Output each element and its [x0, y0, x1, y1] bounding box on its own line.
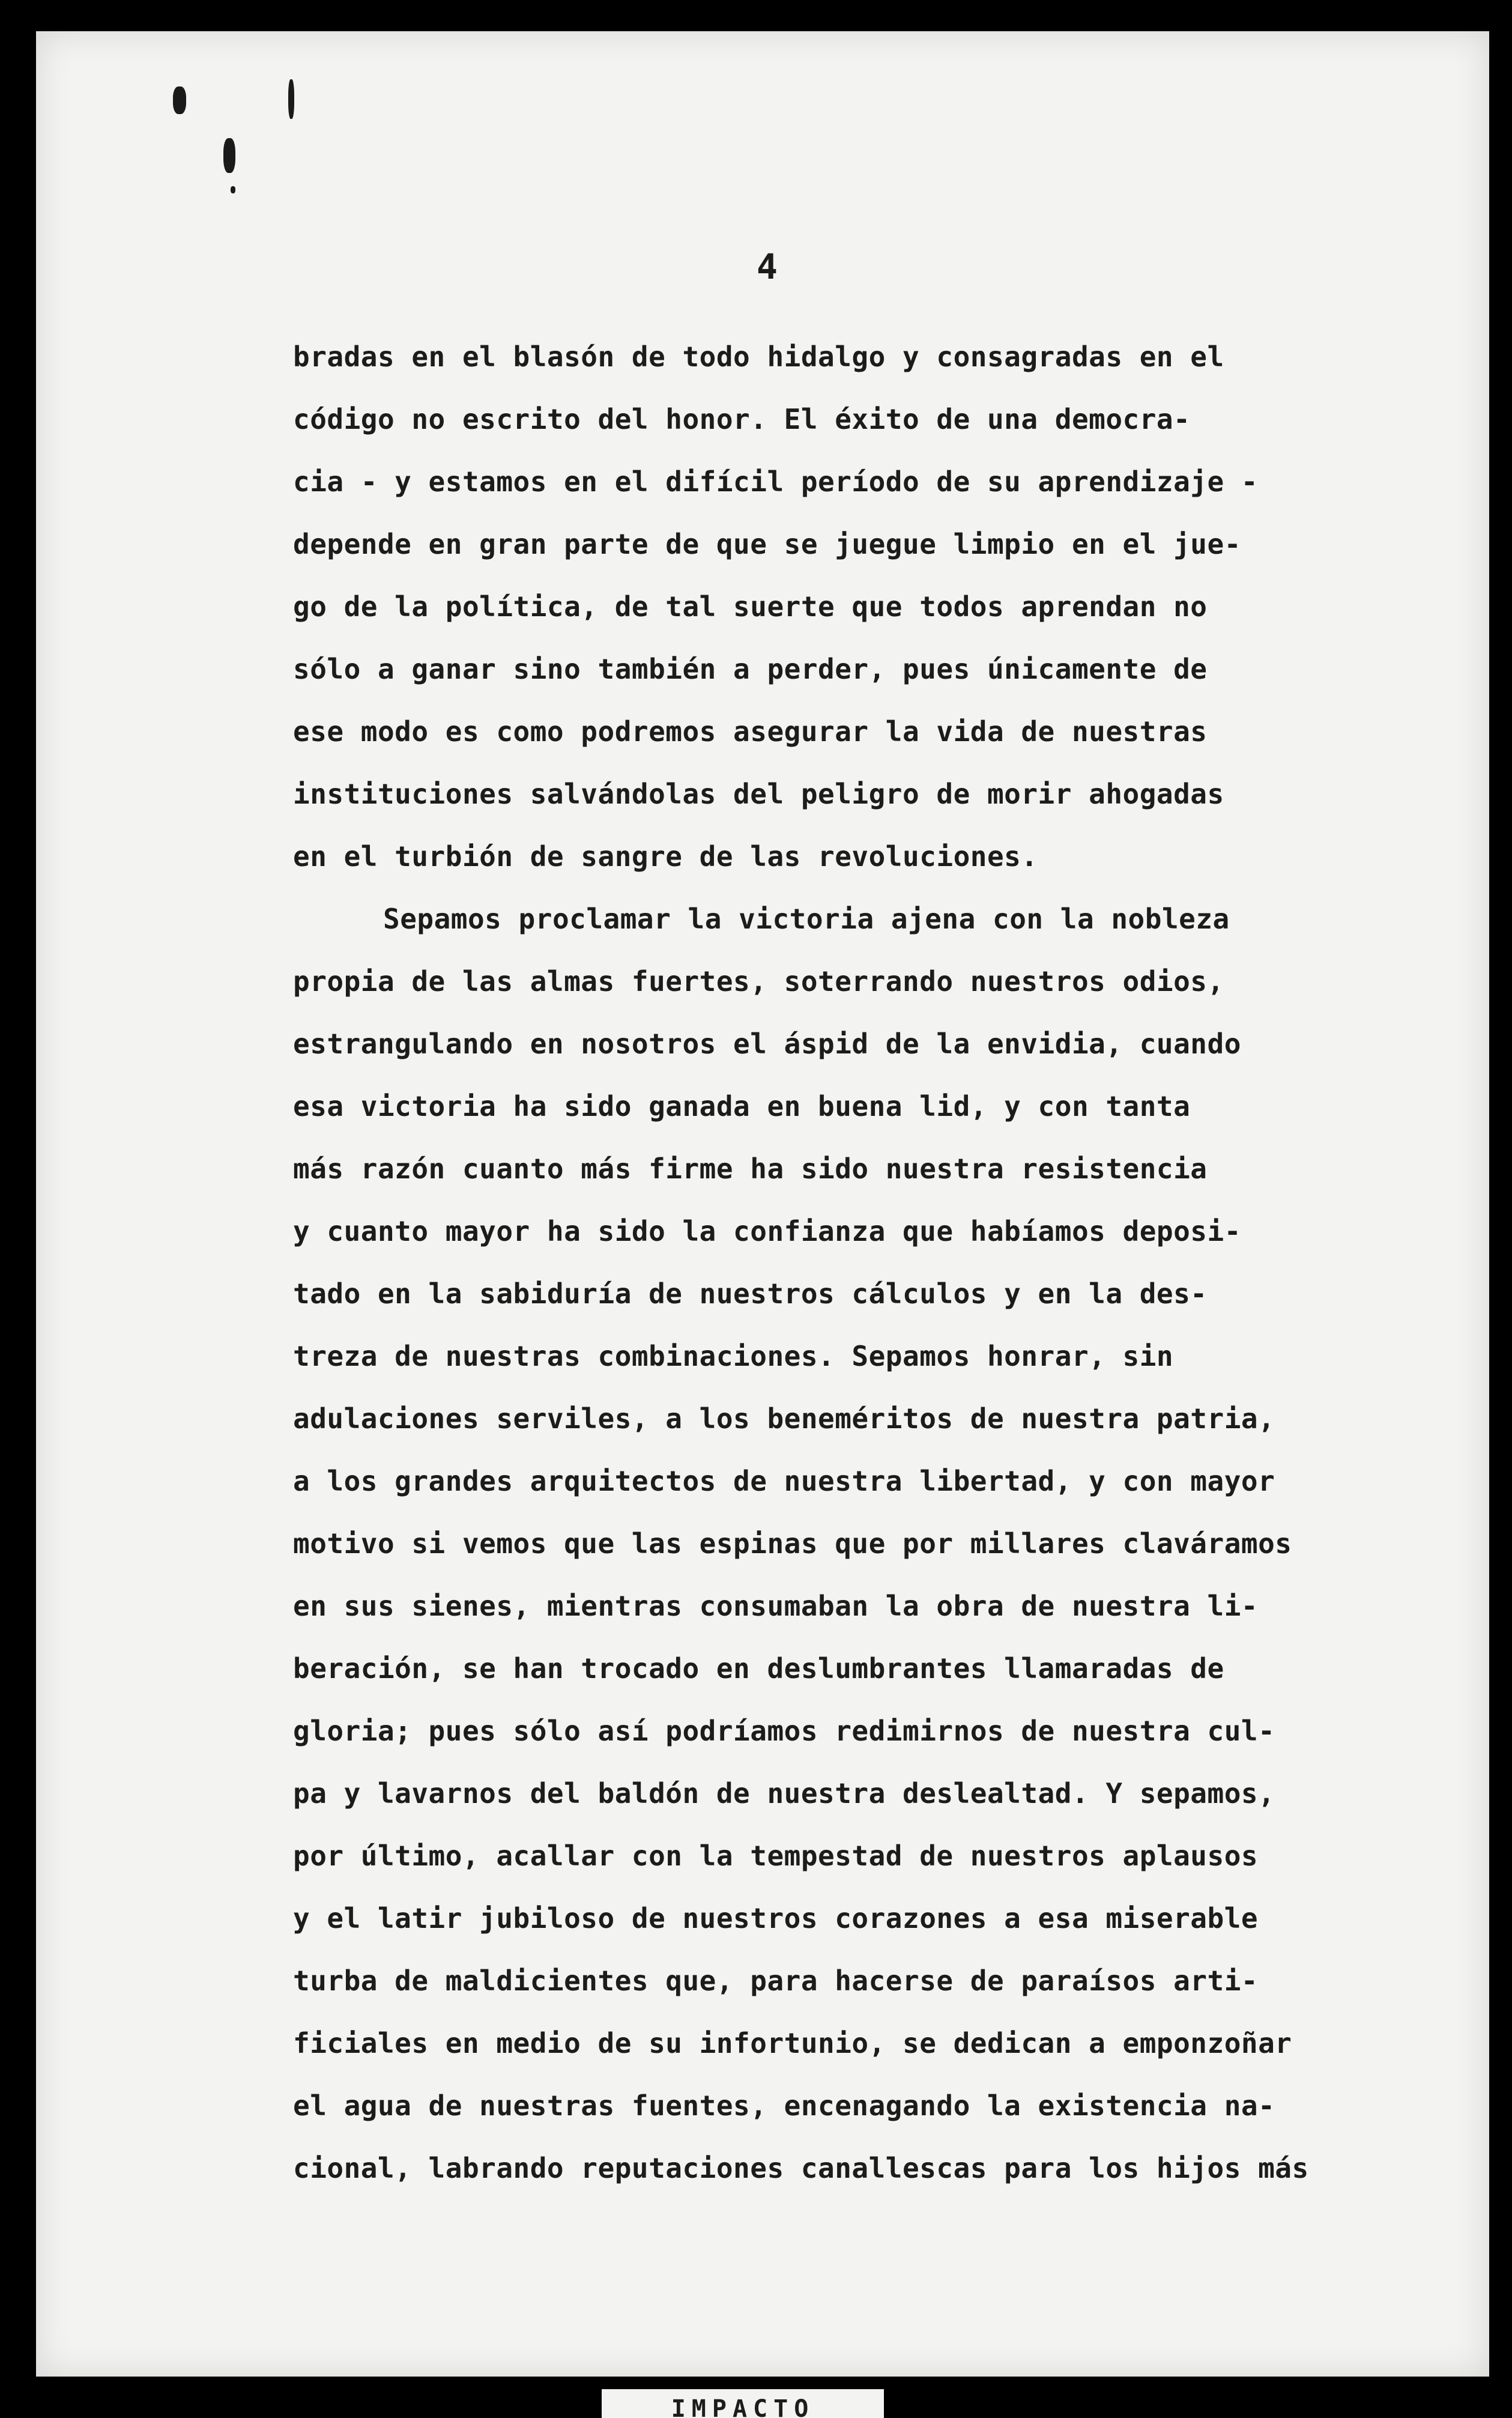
ink-blot [288, 79, 294, 119]
text-line: tado en la sabiduría de nuestros cálculos y en la des- [293, 1277, 1208, 1310]
text-line: cia - y estamos en el difícil período de su aprendizaje - [293, 465, 1259, 498]
body-text [293, 326, 1434, 2199]
text-line: propia de las almas fuertes, soterrando nuestros odios, [293, 965, 1224, 998]
text-line: estrangulando en nosotros el áspid de la envidia, cuando [293, 1028, 1241, 1060]
text-line: código no escrito del honor. El éxito de una democra- [293, 403, 1191, 435]
text-line: y el latir jubiloso de nuestros corazones a esa miserable [293, 1902, 1259, 1935]
text-line: cional, labrando reputaciones canallescas para los hijos más [293, 2152, 1309, 2184]
text-line: por último, acallar con la tempestad de nuestros aplausos [293, 1840, 1259, 1872]
footer-label: IMPACTO [602, 2389, 884, 2418]
text-line: y cuanto mayor ha sido la confianza que habíamos deposi- [293, 1215, 1241, 1247]
text-line: bradas en el blasón de todo hidalgo y consagradas en el [293, 341, 1224, 373]
ink-blot [173, 86, 186, 114]
text-line: pa y lavarnos del baldón de nuestra deslealtad. Y sepamos, [293, 1777, 1275, 1810]
text-line: en sus sienes, mientras consumaban la obra de nuestra li- [293, 1590, 1259, 1622]
text-line: más razón cuanto más firme ha sido nuestra resistencia [293, 1153, 1208, 1185]
text-line: sólo a ganar sino también a perder, pues únicamente de [293, 653, 1208, 685]
text-line: a los grandes arquitectos de nuestra libertad, y con mayor [293, 1465, 1275, 1497]
text-line: en el turbión de sangre de las revoluciones. [293, 840, 1038, 873]
paragraph [293, 888, 1434, 2199]
text-line: ese modo es como podremos asegurar la vida de nuestras [293, 715, 1208, 748]
text-line: beración, se han trocado en deslumbrantes llamaradas de [293, 1652, 1224, 1685]
text-line: treza de nuestras combinaciones. Sepamos honrar, sin [293, 1340, 1174, 1372]
text-line: el agua de nuestras fuentes, encenagando la existencia na- [293, 2089, 1275, 2122]
text-line: gloria; pues sólo así podríamos redimirnos de nuestra cul- [293, 1715, 1275, 1747]
text-line: esa victoria ha sido ganada en buena lid, y con tanta [293, 1090, 1191, 1123]
text-line: turba de maldicientes que, para hacerse de paraísos arti- [293, 1965, 1259, 1997]
ink-blot [223, 138, 235, 173]
text-line: go de la política, de tal suerte que todos aprendan no [293, 590, 1208, 623]
text-line: instituciones salvándolas del peligro de morir ahogadas [293, 778, 1224, 810]
paragraph [293, 326, 1434, 888]
text-line: depende en gran parte de que se juegue limpio en el jue- [293, 528, 1241, 560]
page-number: 4 [757, 246, 778, 287]
document-page [36, 31, 1489, 2377]
text-line: motivo si vemos que las espinas que por millares claváramos [293, 1527, 1292, 1560]
text-line: adulaciones serviles, a los beneméritos de nuestra patria, [293, 1402, 1275, 1435]
text-line: ficiales en medio de su infortunio, se dedican a emponzoñar [293, 2027, 1292, 2059]
text-line: Sepamos proclamar la victoria ajena con la nobleza [383, 903, 1230, 935]
ink-blot [231, 186, 235, 193]
